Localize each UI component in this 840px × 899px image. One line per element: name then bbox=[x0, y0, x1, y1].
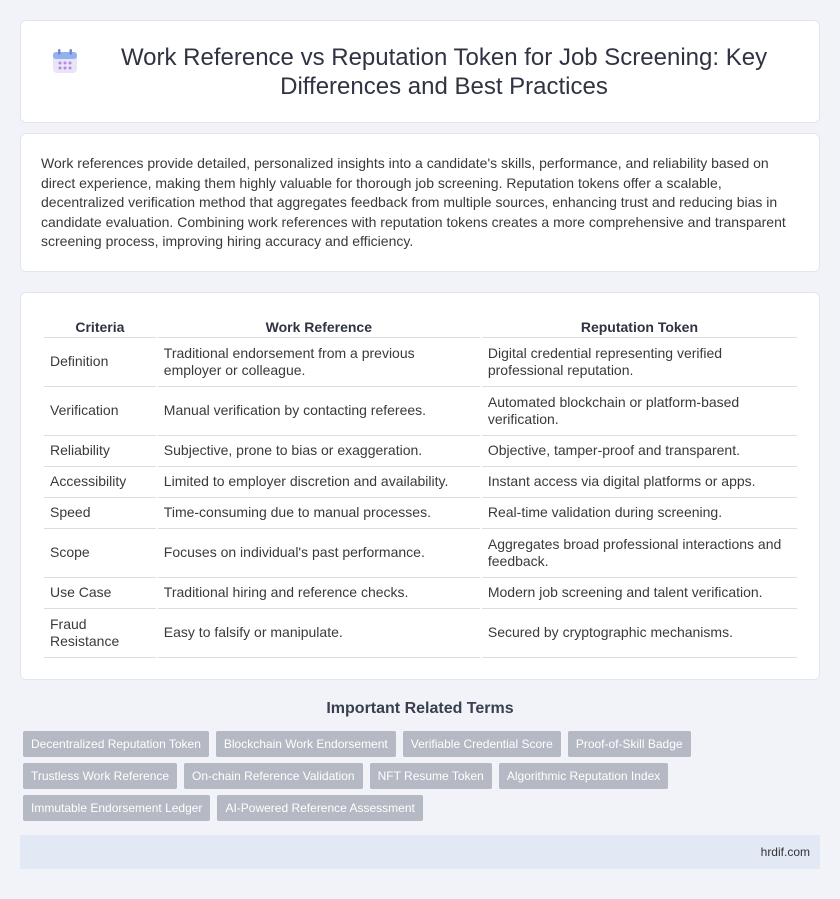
related-term-tag[interactable]: NFT Resume Token bbox=[370, 763, 492, 789]
related-terms-heading: Important Related Terms bbox=[326, 700, 514, 717]
related-term-tag[interactable]: On-chain Reference Validation bbox=[184, 763, 363, 789]
footer-site-link[interactable]: hrdif.com bbox=[760, 845, 810, 859]
summary-card bbox=[20, 133, 820, 272]
table-row bbox=[44, 578, 797, 609]
work-reference-cell: Traditional hiring and reference checks. bbox=[158, 578, 480, 609]
criteria-cell: Reliability bbox=[44, 436, 156, 467]
related-term-tag[interactable]: Decentralized Reputation Token bbox=[23, 731, 209, 757]
criteria-cell: Definition bbox=[44, 338, 156, 387]
column-header-criteria: Criteria bbox=[44, 313, 156, 338]
reputation-token-cell: Objective, tamper-proof and transparent. bbox=[482, 436, 797, 467]
related-term-tag[interactable]: Trustless Work Reference bbox=[23, 763, 177, 789]
related-term-tag[interactable]: Verifiable Credential Score bbox=[403, 731, 561, 757]
work-reference-cell: Subjective, prone to bias or exaggeration. bbox=[158, 436, 480, 467]
calendar-icon bbox=[51, 47, 79, 75]
criteria-cell: Speed bbox=[44, 498, 156, 529]
related-term-tag[interactable]: Algorithmic Reputation Index bbox=[499, 763, 668, 789]
work-reference-cell: Focuses on individual's past performance. bbox=[158, 529, 480, 578]
reputation-token-cell: Real-time validation during screening. bbox=[482, 498, 797, 529]
work-reference-cell: Easy to falsify or manipulate. bbox=[158, 609, 480, 658]
comparison-table-card bbox=[20, 292, 820, 680]
footer bbox=[20, 835, 820, 869]
reputation-token-cell: Aggregates broad professional interactions and feedback. bbox=[482, 529, 797, 578]
column-header-work-reference: Work Reference bbox=[158, 313, 480, 338]
related-term-tag[interactable]: Immutable Endorsement Ledger bbox=[23, 795, 210, 821]
summary-text: Work references provide detailed, personalized insights into a candidate's skills, performance, and reliability based on direct experience, making them highly valuable for thorough job screening. Reputation tokens offer a scalable, decentralized verification method that aggregates feedback from multiple sources, enhancing trust and reducing bias in candidate evaluation. Combining work references with reputation tokens creates a more comprehensive and transparent screening process, improving hiring accuracy and efficiency. bbox=[41, 155, 786, 250]
reputation-token-cell: Digital credential representing verified professional reputation. bbox=[482, 338, 797, 387]
related-term-tag[interactable]: Proof-of-Skill Badge bbox=[568, 731, 691, 757]
criteria-cell: Accessibility bbox=[44, 467, 156, 498]
work-reference-cell: Traditional endorsement from a previous employer or colleague. bbox=[158, 338, 480, 387]
work-reference-cell: Time-consuming due to manual processes. bbox=[158, 498, 480, 529]
criteria-cell: Use Case bbox=[44, 578, 156, 609]
table-row bbox=[44, 467, 797, 498]
column-header-reputation-token: Reputation Token bbox=[482, 313, 797, 338]
related-terms-list bbox=[23, 731, 823, 827]
reputation-token-cell: Modern job screening and talent verification. bbox=[482, 578, 797, 609]
work-reference-cell: Limited to employer discretion and availability. bbox=[158, 467, 480, 498]
reputation-token-cell: Secured by cryptographic mechanisms. bbox=[482, 609, 797, 658]
criteria-cell: Verification bbox=[44, 387, 156, 436]
table-row bbox=[44, 436, 797, 467]
table-row bbox=[44, 387, 797, 436]
related-term-tag[interactable]: AI-Powered Reference Assessment bbox=[217, 795, 422, 821]
comparison-table bbox=[42, 313, 799, 658]
criteria-cell: Scope bbox=[44, 529, 156, 578]
reputation-token-cell: Instant access via digital platforms or apps. bbox=[482, 467, 797, 498]
table-header-row bbox=[44, 313, 797, 338]
table-row bbox=[44, 529, 797, 578]
work-reference-cell: Manual verification by contacting referees. bbox=[158, 387, 480, 436]
related-term-tag[interactable]: Blockchain Work Endorsement bbox=[216, 731, 396, 757]
header-card bbox=[20, 20, 820, 123]
criteria-cell: Fraud Resistance bbox=[44, 609, 156, 658]
table-row bbox=[44, 338, 797, 387]
reputation-token-cell: Automated blockchain or platform-based verification. bbox=[482, 387, 797, 436]
table-row bbox=[44, 498, 797, 529]
table-row bbox=[44, 609, 797, 658]
page-title: Work Reference vs Reputation Token for Job Screening: Key Differences and Best Practices bbox=[120, 43, 768, 100]
